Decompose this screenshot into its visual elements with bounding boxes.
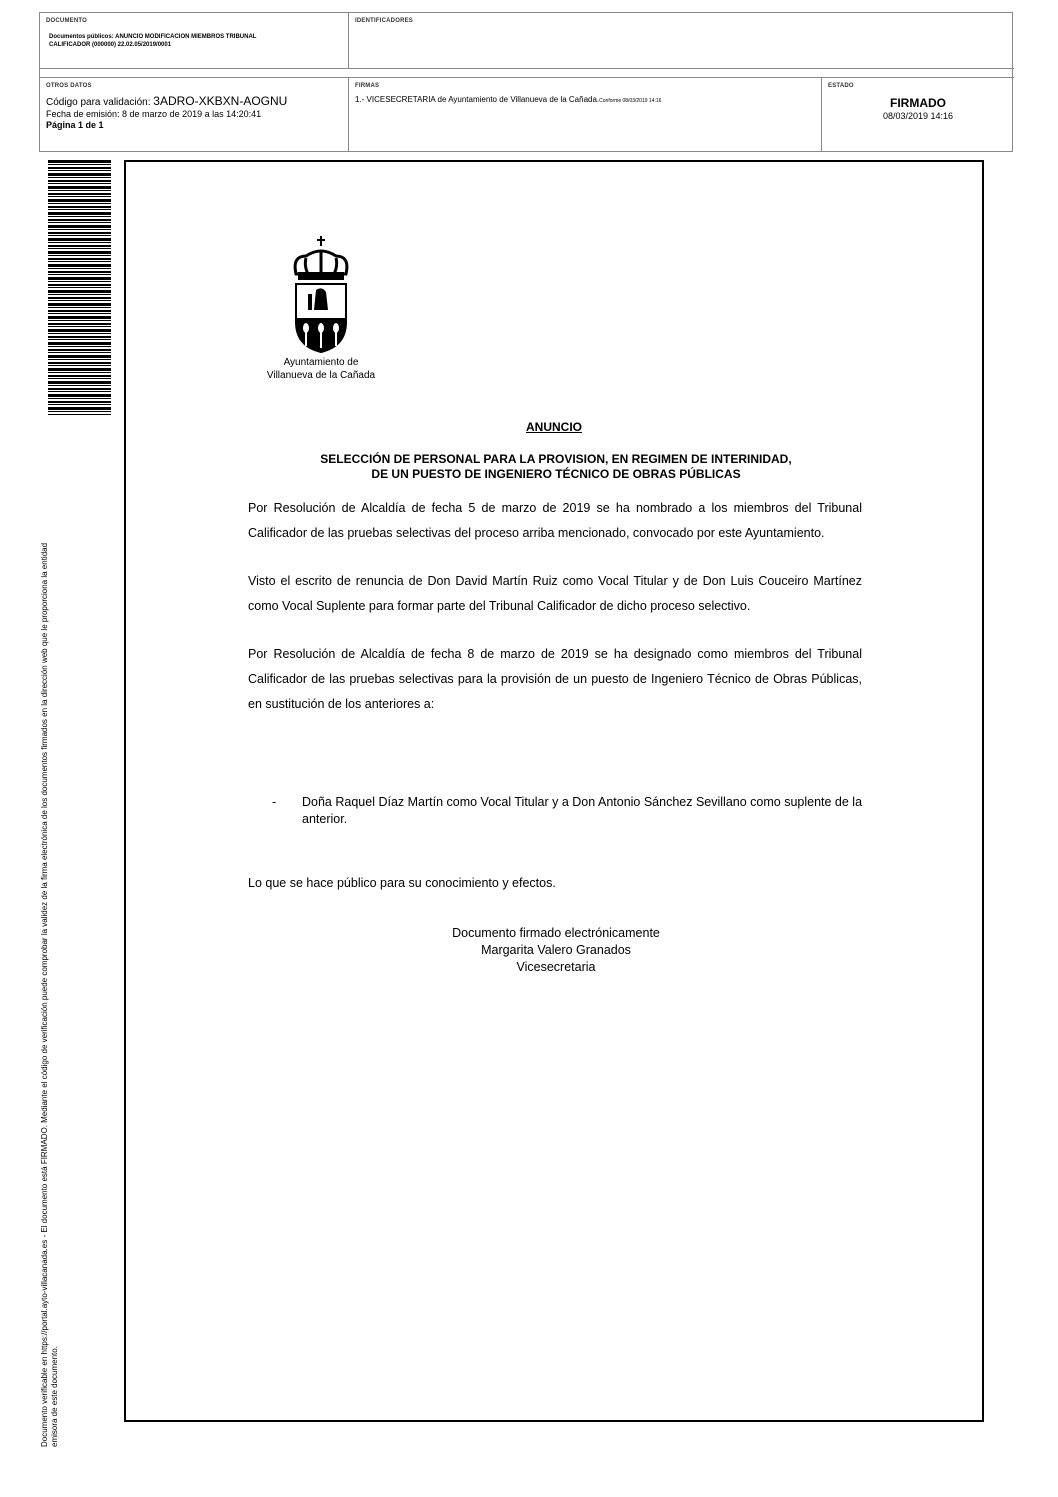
bullet-item bbox=[272, 794, 864, 828]
signature-role: Vicesecretaria bbox=[516, 960, 596, 974]
firma-line bbox=[355, 95, 815, 104]
bullet-dash: - bbox=[272, 795, 277, 809]
subtitle-line2: DE UN PUESTO DE INGENIERO TÉCNICO DE OBRAS PÚBLICAS bbox=[371, 467, 741, 481]
signature-name: Margarita Valero Granados bbox=[481, 943, 631, 957]
firma-text: 1.- VICESECRETARIA de Ayuntamiento de Villanueva de la Cañada. bbox=[355, 95, 600, 104]
documento-cell bbox=[40, 13, 349, 69]
documento-line2: CALIFICADOR (000000) 22.02.05/2019/0001 bbox=[49, 42, 172, 48]
otros-datos-cell bbox=[40, 77, 349, 152]
identificadores-cell bbox=[349, 13, 1014, 69]
subtitle-line1: SELECCIÓN DE PERSONAL PARA LA PROVISION, EN REGIMEN DE INTERINIDAD, bbox=[320, 452, 792, 466]
logo-text-line2: Villanueva de la Cañada bbox=[266, 370, 376, 381]
identificadores-label: IDENTIFICADORES bbox=[355, 18, 414, 24]
document-header bbox=[39, 12, 1013, 152]
codigo-value: 3ADRO-XKBXN-AOGNU bbox=[153, 94, 288, 108]
firmas-cell bbox=[349, 77, 822, 152]
firma-small: Conforme 08/03/2019 14:16 bbox=[599, 98, 662, 104]
estado-label: ESTADO bbox=[828, 83, 854, 89]
paragraph-2: Visto el escrito de renuncia de Don David Martín Ruiz como Vocal Titular y de Don Luis Couceiro Martínez como Vocal Suplente para formar parte del Tribunal Calificador de dicho proceso selectivo. bbox=[248, 574, 862, 613]
documento-label: DOCUMENTO bbox=[46, 18, 88, 24]
bullet-text: Doña Raquel Díaz Martín como Vocal Titular y a Don Antonio Sánchez Sevillano como suplente de la anterior. bbox=[302, 795, 863, 826]
codigo-prefix: Código para validación: bbox=[46, 97, 154, 108]
document-title: ANUNCIO bbox=[526, 420, 582, 434]
municipal-logo bbox=[266, 234, 376, 389]
document-page bbox=[124, 160, 984, 1422]
estado-value: FIRMADO bbox=[890, 96, 946, 110]
side-text-line1: Documento verificable en https://portal.ayto-villacanada.es - El documento está FIRMADO. Mediante el código de verificación puede comprobar la validez de la firma electrónica de los documentos firmados en la dirección web que le proporciona la entidad bbox=[40, 542, 49, 1447]
firmas-label: FIRMAS bbox=[355, 83, 380, 89]
document-body bbox=[248, 496, 862, 740]
closing-text: Lo que se hace público para su conocimiento y efectos. bbox=[248, 876, 556, 890]
signature-block bbox=[376, 925, 736, 976]
pagina: Página 1 de 1 bbox=[46, 120, 104, 130]
paragraph-1: Por Resolución de Alcaldía de fecha 5 de marzo de 2019 se ha nombrado a los miembros del Tribunal Calificador de las pruebas selectivas del proceso arriba mencionado, convocado por este Ayuntamiento. bbox=[248, 501, 862, 540]
coat-of-arms-icon bbox=[286, 234, 356, 354]
fecha-emision: Fecha de emisión: 8 de marzo de 2019 a las 14:20:41 bbox=[46, 109, 262, 119]
verification-side-text bbox=[40, 437, 60, 1447]
documento-line1: Documentos públicos: ANUNCIO MODIFICACION MIEMBROS TRIBUNAL bbox=[49, 34, 257, 40]
barcode bbox=[48, 160, 111, 415]
estado-cell bbox=[822, 77, 1014, 152]
side-text-line2: emisora de este documento. bbox=[50, 1346, 59, 1447]
otros-datos-label: OTROS DATOS bbox=[46, 83, 92, 89]
paragraph-3: Por Resolución de Alcaldía de fecha 8 de marzo de 2019 se ha designado como miembros del Tribunal Calificador de las pruebas selectivas para la provisión de un puesto de Ingeniero Técnico de Obras Públicas, en sustitución de los anteriores a: bbox=[248, 647, 862, 711]
signature-line1: Documento firmado electrónicamente bbox=[452, 926, 660, 940]
logo-text-line1: Ayuntamiento de bbox=[283, 357, 359, 368]
estado-date: 08/03/2019 14:16 bbox=[882, 111, 954, 121]
codigo-validacion bbox=[46, 95, 342, 109]
document-subtitle bbox=[246, 452, 866, 482]
